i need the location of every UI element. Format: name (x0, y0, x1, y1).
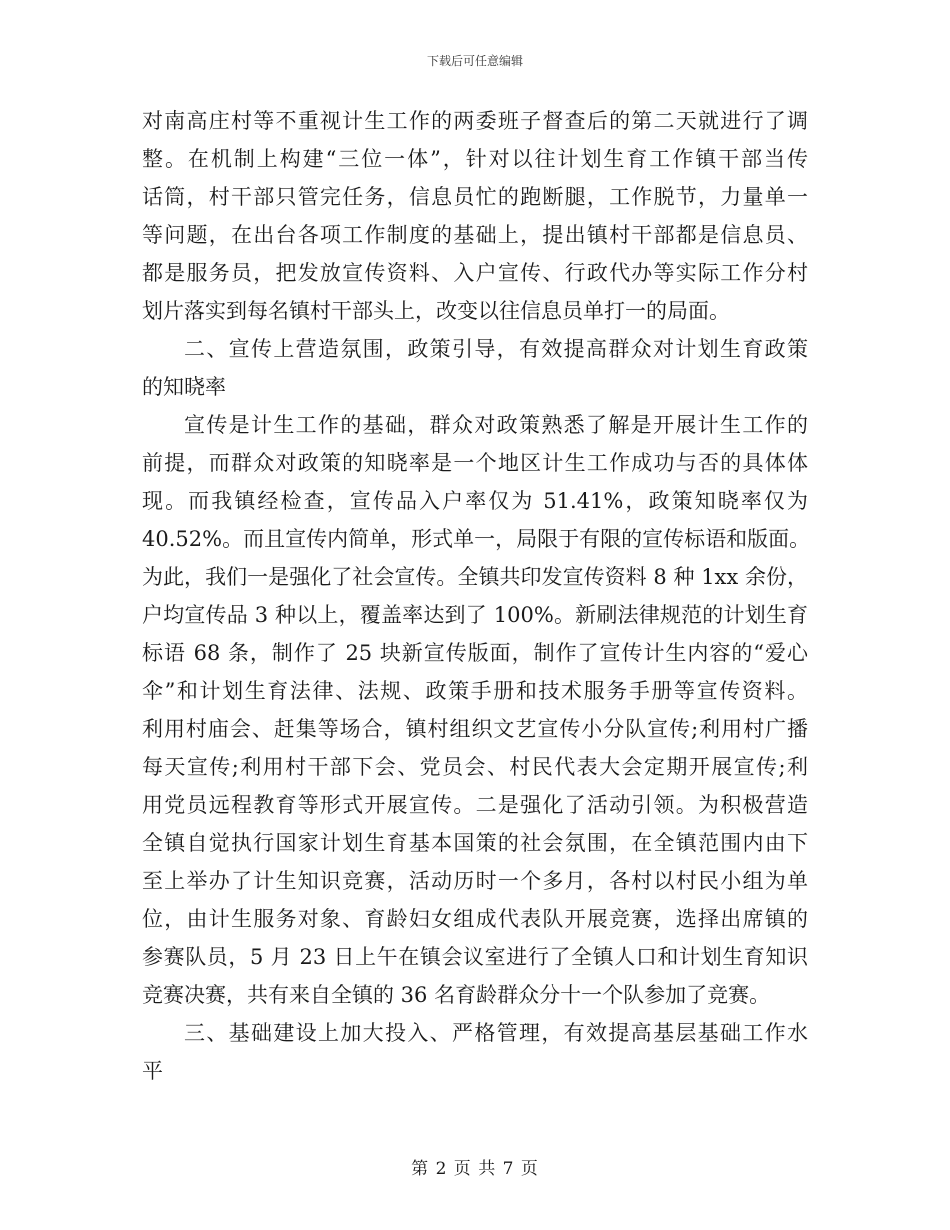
text-line: 划片落实到每名镇村干部头上，改变以往信息员单打一的局面。 (142, 299, 730, 323)
text-line: 宣传是计生工作的基础，群众对政策熟悉了解是开展计生工作的 (184, 413, 808, 437)
paragraph (142, 102, 808, 330)
text-line: 至上举办了计生知识竞赛，活动历时一个多月，各村以村民小组为单 (142, 869, 808, 893)
text-line: 三、基础建设上加大投入、严格管理，有效提高基层基础工作水 (184, 1021, 808, 1045)
text-line: 话筒，村干部只管完任务，信息员忙的跑断腿，工作脱节，力量单一 (142, 185, 808, 209)
text-line: 竞赛决赛，共有来自全镇的 36 名育龄群众分十一个队参加了竞赛。 (142, 983, 771, 1007)
page-header: 下载后可任意编辑 (426, 54, 523, 68)
paragraph (142, 406, 811, 1014)
text-line: 为此，我们一是强化了社会宣传。全镇共印发宣传资料 8 种 1xx 余份， (142, 565, 808, 589)
text-line: 参赛队员，5 月 23 日上午在镇会议室进行了全镇人口和计划生育知识 (142, 945, 808, 969)
text-line: 对南高庄村等不重视计生工作的两委班子督查后的第二天就进行了调 (142, 109, 808, 133)
text-line: 伞”和计划生育法律、法规、政策手册和技术服务手册等宣传资料。 (142, 679, 808, 703)
section-heading (142, 330, 808, 406)
text-line: 用党员远程教育等形式开展宣传。二是强化了活动引领。为积极营造 (142, 793, 808, 817)
text-line: 等问题，在出台各项工作制度的基础上，提出镇村干部都是信息员、 (142, 223, 808, 247)
text-line: 标语 68 条，制作了 25 块新宣传版面，制作了宣传计生内容的“爱心 (142, 641, 808, 665)
text-line: 40.52%。而且宣传内简单，形式单一，局限于有限的宣传标语和版面。 (142, 527, 811, 551)
document-body (142, 102, 811, 1090)
text-line: 利用村庙会、赶集等场合，镇村组织文艺宣传小分队宣传;利用村广播 (142, 717, 808, 741)
text-line: 每天宣传;利用村干部下会、党员会、村民代表大会定期开展宣传;利 (142, 755, 808, 779)
text-line: 前提，而群众对政策的知晓率是一个地区计生工作成功与否的具体体 (142, 451, 808, 475)
text-line: 户均宣传品 3 种以上，覆盖率达到了 100%。新刷法律规范的计划生育 (142, 603, 808, 627)
page-number: 第 2 页 共 7 页 (411, 1159, 539, 1179)
section-heading (142, 1014, 808, 1090)
text-line: 二、宣传上营造氛围，政策引导，有效提高群众对计划生育政策 (184, 337, 808, 361)
text-line: 整。在机制上构建“三位一体”，针对以往计划生育工作镇干部当传 (142, 147, 808, 171)
text-line: 全镇自觉执行国家计划生育基本国策的社会氛围，在全镇范围内由下 (142, 831, 808, 855)
text-line: 位，由计生服务对象、育龄妇女组成代表队开展竞赛，选择出席镇的 (142, 907, 808, 931)
text-line: 平 (142, 1059, 163, 1083)
text-line: 都是服务员，把发放宣传资料、入户宣传、行政代办等实际工作分村 (142, 261, 808, 285)
text-line: 现。而我镇经检查，宣传品入户率仅为 51.41%，政策知晓率仅为 (142, 489, 808, 513)
text-line: 的知晓率 (142, 375, 226, 399)
